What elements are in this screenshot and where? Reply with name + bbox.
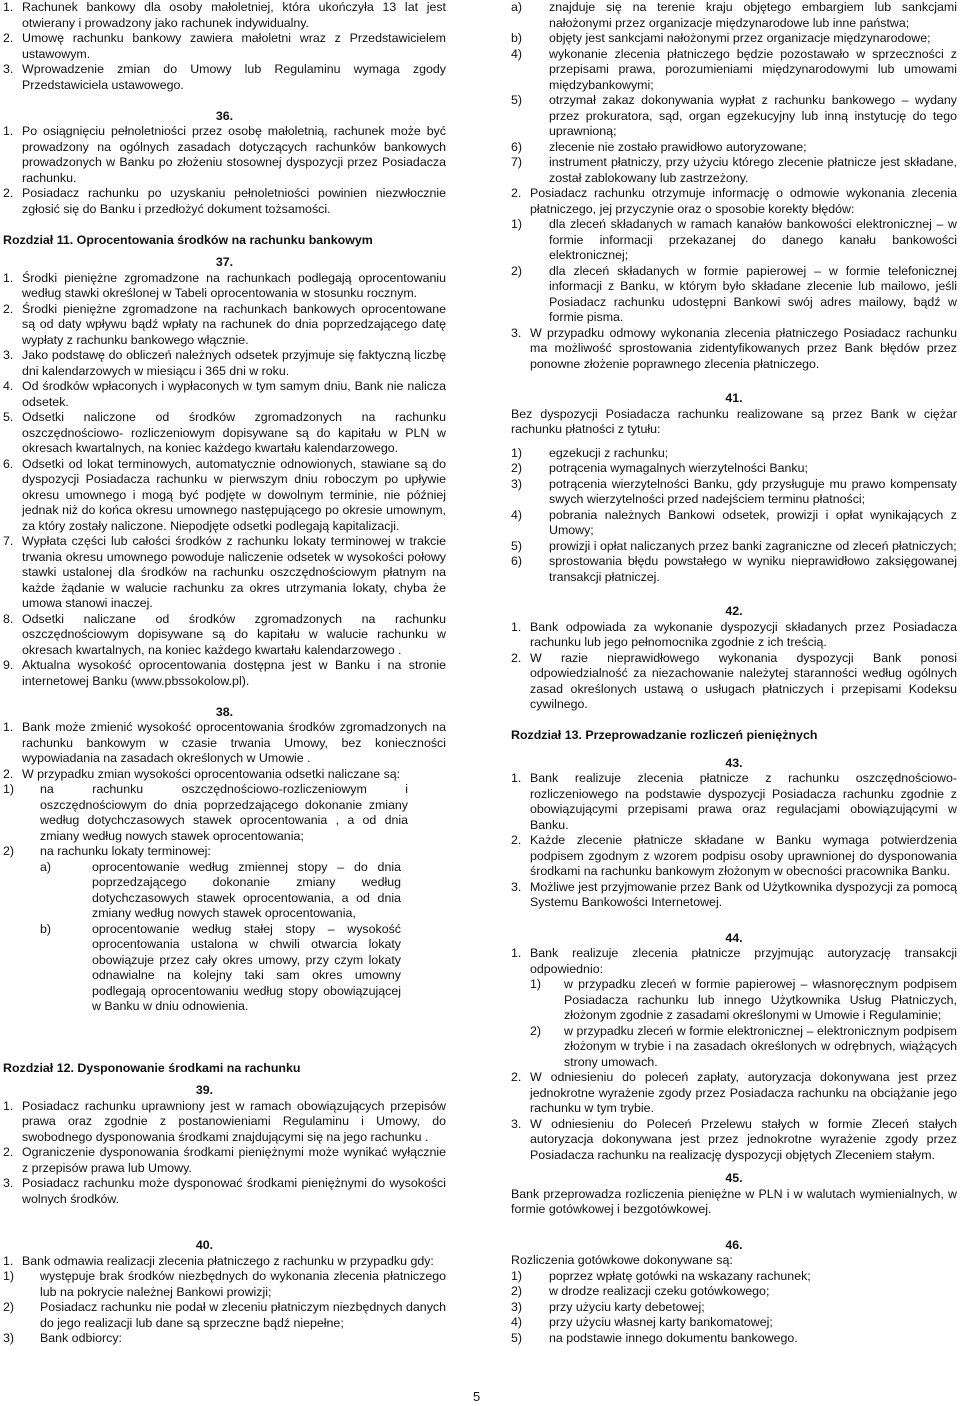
list-item bbox=[511, 508, 957, 539]
list-item bbox=[3, 1254, 446, 1270]
section-46-intro: Rozliczenia gotówkowe dokonywane są: bbox=[511, 1253, 733, 1267]
item-number: 1. bbox=[3, 1253, 14, 1268]
item-number: 1. bbox=[511, 771, 522, 785]
item-text: W przypadku odmowy wykonania zlecenia płatniczego Posiadacz rachunku ma możliwość sprostowania zidentyfikowanych przez Bank błędów przez ponowne złożenie poprawnego zlecenia płatniczego. bbox=[530, 325, 957, 371]
item-text: Posiadacz rachunku po uzyskaniu pełnoletniości powinien niezwłocznie zgłosić się do Banku i przedłożyć dokument tożsamości. bbox=[22, 186, 446, 216]
item-number: 1) bbox=[530, 977, 542, 991]
list-item bbox=[511, 0, 957, 31]
item-number: 4) bbox=[511, 46, 523, 61]
item-text: W przypadku zmian wysokości oprocentowania odsetki naliczane są: bbox=[22, 766, 401, 781]
item-number: 1) bbox=[511, 217, 523, 231]
intro-list bbox=[3, 0, 446, 93]
list-item bbox=[3, 124, 446, 186]
section-40-list bbox=[3, 1254, 446, 1270]
item-number: 5) bbox=[511, 1330, 523, 1345]
section-heading-43: 43. bbox=[725, 755, 743, 770]
list-item bbox=[3, 1300, 446, 1331]
list-item bbox=[511, 1269, 957, 1285]
list-item bbox=[3, 612, 446, 659]
item-text: Środki pieniężne zgromadzone na rachunkach bankowych oprocentowane są od daty wpływu bądź wpłaty na rachunek do dnia poprzedzającego datę wypłaty z rachunku bankowego włącznie. bbox=[22, 301, 446, 347]
section-41-list bbox=[511, 446, 957, 586]
item-number: 2. bbox=[3, 31, 14, 45]
item-text: oprocentowanie według stałej stopy – wysokość oprocentowania ustalona w chwili otwarcia lokaty obowiązuje przez cały okres umowy, przy czym lokaty odnawialne na kolejny taki sam okres umowny podlegają oprocentowaniu według stopy obowiązującej w Banku w dniu odnowienia. bbox=[92, 921, 401, 1013]
section-43-list bbox=[511, 771, 957, 911]
list-item bbox=[3, 186, 446, 217]
list-item bbox=[530, 977, 957, 1024]
section-46-list bbox=[511, 1269, 957, 1347]
list-item bbox=[3, 1099, 446, 1146]
page-number: 5 bbox=[473, 1389, 481, 1404]
item-number: 9. bbox=[3, 658, 14, 672]
item-text: W razie nieprawidłowego wykonania dyspozycji Bank ponosi odpowiedzialność za niezachowanie należytej staranności według ogólnych zasad określonych ustawą o usługach płatniczych i przepisami Kodeksu cywilnego. bbox=[530, 650, 957, 711]
item-number: 1. bbox=[511, 946, 522, 960]
item-text: potrącenia wierzytelności Banku, gdy przysługuje mu prawo kompensaty swych wierzytelności przed nadejściem terminu płatności; bbox=[549, 476, 957, 506]
list-item bbox=[511, 539, 957, 555]
item-text: Odsetki naliczone od środków zgromadzonych na rachunku oszczędnościowo- rozliczeniowym dopisywane są do kapitału w PLN w okresach kwartalnych, na koniec każdego kwartału kalendarzowego. bbox=[22, 410, 446, 455]
item-number: 3. bbox=[511, 325, 522, 340]
list-item bbox=[3, 348, 446, 379]
item-text: Umowę rachunku bankowy zawiera małoletni wraz z Przedstawicielem ustawowym. bbox=[22, 31, 446, 61]
section-40-item-3 bbox=[511, 326, 957, 373]
list-item bbox=[511, 477, 957, 508]
item-number: 4) bbox=[511, 1315, 523, 1329]
section-38-sublist bbox=[3, 782, 446, 860]
list-item bbox=[511, 47, 957, 94]
list-item bbox=[3, 0, 446, 31]
list-item bbox=[3, 844, 446, 860]
item-number: 2) bbox=[511, 461, 523, 475]
list-item bbox=[3, 1269, 446, 1300]
list-item bbox=[511, 620, 957, 651]
list-item bbox=[3, 720, 446, 767]
item-number: 2) bbox=[3, 1300, 15, 1314]
item-text: objęty jest sankcjami nałożonymi przez organizacje międzynarodowe; bbox=[549, 31, 931, 45]
item-number: 6. bbox=[3, 456, 14, 471]
item-text: w drodze realizacji czeku gotówkowego; bbox=[549, 1284, 770, 1298]
item-number: 4. bbox=[3, 379, 14, 393]
item-number: 2. bbox=[3, 766, 14, 781]
section-heading-45: 45. bbox=[725, 1171, 743, 1185]
item-number: 8. bbox=[3, 611, 14, 626]
item-text: Bank realizuje zlecenia płatnicze z rachunku oszczędnościowo-rozliczeniowego na podstawie dyspozycji Posiadacza rachunku zgodnie z obowiązującymi przepisami prawa oraz regulacjami obowiązującymi w Banku. bbox=[530, 771, 957, 832]
section-heading-41: 41. bbox=[725, 391, 743, 405]
item-number: a) bbox=[511, 0, 523, 14]
section-heading-37: 37. bbox=[215, 255, 234, 269]
section-44-subs bbox=[530, 977, 957, 1070]
list-item bbox=[511, 446, 957, 462]
item-number: 3) bbox=[3, 1331, 15, 1345]
item-text: Wprowadzenie zmian do Umowy lub Regulaminu wymaga zgody Przedstawiciela ustawowego. bbox=[22, 62, 446, 92]
item-text: Aktualna wysokość oprocentowania dostępna jest w Banku i na stronie internetowej Banku (www.pbssokolow.pl). bbox=[22, 658, 446, 688]
list-item bbox=[511, 1315, 957, 1331]
item-text: prowizji i opłat naliczanych przez banki zagraniczne od zleceń płatniczych; bbox=[549, 538, 957, 553]
list-item bbox=[40, 860, 446, 922]
item-text: Bank odbiorcy: bbox=[40, 1331, 122, 1345]
list-item bbox=[511, 186, 957, 217]
item-text: zlecenie nie zostało prawidłowo autoryzowane; bbox=[549, 139, 807, 154]
item-number: 1) bbox=[511, 445, 523, 460]
chapter-12-heading: Rozdział 12. Dysponowanie środkami na rachunku bbox=[3, 1060, 301, 1075]
item-text: Wypłata części lub całości środków z rachunku lokaty terminowej w trakcie trwania okresu umownego powoduje naliczenie odsetek w wysokości połowy stawki ustalonej dla środków na rachunku oszczędnościowym płatnym na każde żądanie w walucie rachunku za okres utrzymania lokaty, chyba że umowa stanowi inaczej. bbox=[22, 534, 446, 610]
list-item bbox=[511, 880, 957, 911]
section-heading-36: 36. bbox=[215, 108, 234, 123]
item-number: 3) bbox=[511, 476, 523, 491]
item-text: W odniesieniu do poleceń zapłaty, autoryzacja dokonywana jest przez jednokrotne wyrażenie zgody przez Posiadacza rachunku na obciążanie jego rachunku w tym trybie. bbox=[530, 1070, 957, 1115]
item-number: 5) bbox=[511, 93, 523, 107]
item-text: Od środków wpłaconych i wypłaconych w tym samym dniu, Bank nie nalicza odsetek. bbox=[22, 379, 446, 409]
item-number: 2. bbox=[511, 833, 522, 847]
section-40-item-2-subs bbox=[511, 217, 957, 326]
item-number: 6) bbox=[511, 554, 523, 568]
list-item bbox=[511, 155, 957, 186]
item-text: egzekucji z rachunku; bbox=[549, 445, 669, 460]
list-item bbox=[511, 31, 957, 47]
list-item bbox=[3, 62, 446, 93]
section-36-list bbox=[3, 124, 446, 217]
item-number: 1. bbox=[3, 1098, 14, 1113]
section-37-list bbox=[3, 271, 446, 690]
item-text: Bank może zmienić wysokość oprocentowania środków zgromadzonych na rachunku bankowym w czasie trwania Umowy, bez konieczności wypowiadania na zasadach określonych w Umowie . bbox=[22, 720, 446, 765]
item-text: Bank odpowiada za wykonanie dyspozycji składanych przez Posiadacza rachunku lub jego pełnomocnika zgodnie z ich treścią. bbox=[530, 619, 957, 649]
list-item bbox=[511, 1117, 957, 1164]
item-text: instrument płatniczy, przy użyciu którego zlecenie płatnicze jest składane, został zablokowany lub zastrzeżony. bbox=[549, 155, 957, 185]
list-item bbox=[511, 264, 957, 326]
item-text: potrącenia wymagalnych wierzytelności Banku; bbox=[549, 461, 808, 475]
list-item bbox=[511, 1070, 957, 1117]
item-number: 7) bbox=[511, 155, 523, 169]
item-text: na podstawie innego dokumentu bankowego. bbox=[549, 1330, 798, 1345]
item-text: otrzymał zakaz dokonywania wypłat z rachunku bankowego – wydany przez prokuratora, sąd, organ egzekucyjny lub inną instytucję do tego uprawnioną; bbox=[549, 93, 957, 138]
section-44-list bbox=[511, 1070, 957, 1163]
item-text: na rachunku oszczędnościowo-rozliczeniowym i oszczędnościowym do dnia poprzedzającego dokonanie zmiany według dotychczasowych stawek oprocentowania , a od dnia zmiany według nowych stawek oprocentowania; bbox=[40, 782, 408, 843]
list-item bbox=[40, 922, 446, 1015]
item-text: Posiadacz rachunku otrzymuje informację o odmowie wykonania zlecenia płatniczego, jej przyczynie oraz o sposobie korekty błędów: bbox=[530, 186, 957, 216]
item-number: 1) bbox=[3, 782, 15, 796]
item-number: a) bbox=[40, 859, 52, 874]
section-40-sublist bbox=[3, 1269, 446, 1347]
item-number: 1. bbox=[511, 619, 522, 634]
item-number: 3. bbox=[511, 879, 522, 894]
item-number: 2) bbox=[511, 263, 523, 278]
item-number: 2. bbox=[511, 650, 522, 665]
list-item bbox=[3, 767, 446, 783]
item-number: 2. bbox=[3, 301, 14, 316]
item-number: 1. bbox=[3, 270, 14, 285]
item-number: 3. bbox=[3, 62, 14, 76]
list-item bbox=[511, 140, 957, 156]
item-text: wykonanie zlecenia płatniczego będzie pozostawało w sprzeczności z przepisami prawa, porozumieniami międzynarodowymi lub umowami międzybankowymi; bbox=[549, 46, 957, 92]
chapter-11-heading: Rozdział 11. Oprocentowania środków na rachunku bankowym bbox=[3, 232, 373, 247]
item-number: 2) bbox=[530, 1023, 542, 1038]
list-item bbox=[511, 461, 957, 477]
item-text: występuje brak środków niezbędnych do wykonania zlecenia płatniczego lub na pokrycie należnej Bankowi prowizji; bbox=[40, 1269, 446, 1299]
item-number: 1) bbox=[511, 1268, 523, 1283]
list-item bbox=[3, 271, 446, 302]
section-40-bank-subs bbox=[511, 0, 957, 47]
item-number: 5) bbox=[511, 538, 523, 553]
section-41-intro: Bez dyspozycji Posiadacza rachunku realizowane są przez Bank w ciężar rachunku płatności z tytułu: bbox=[511, 406, 957, 436]
list-item bbox=[511, 1284, 957, 1300]
section-heading-39: 39. bbox=[195, 1083, 214, 1097]
item-text: przy użyciu karty debetowej; bbox=[549, 1299, 705, 1314]
list-item bbox=[3, 1145, 446, 1176]
section-44-item-1 bbox=[511, 946, 957, 977]
item-text: Posiadacz rachunku nie podał w zleceniu płatniczym niezbędnych danych do jego realizacji lub dane są sprzeczne bądź niepełne; bbox=[40, 1300, 446, 1330]
item-text: Bank odmawia realizacji zlecenia płatniczego z rachunku w przypadku gdy: bbox=[22, 1253, 434, 1268]
section-40-item-2 bbox=[511, 186, 957, 217]
item-text: Środki pieniężne zgromadzone na rachunkach podlegają oprocentowaniu według stawki określonej w Tabeli oprocentowania w stosunku rocznym. bbox=[22, 270, 446, 300]
section-heading-42: 42. bbox=[725, 604, 743, 618]
item-number: 7. bbox=[3, 534, 14, 548]
item-number: b) bbox=[40, 921, 52, 936]
section-heading-38: 38. bbox=[215, 704, 234, 719]
item-text: Posiadacz rachunku może dysponować środkami pieniężnymi do wysokości wolnych środków. bbox=[22, 1176, 446, 1206]
left-column bbox=[3, 0, 446, 1347]
item-text: Rachunek bankowy dla osoby małoletniej, która ukończyła 13 lat jest otwierany i prowadzony jako rachunek indywidualny. bbox=[22, 0, 446, 30]
item-text: znajduje się na terenie kraju objętego embargiem lub sankcjami nałożonymi przez organizacje międzynarodowe lub inne państwa; bbox=[549, 0, 957, 30]
item-text: poprzez wpłatę gotówki na wskazany rachunek; bbox=[549, 1268, 811, 1283]
item-text: Po osiągnięciu pełnoletniości przez osobę małoletnią, rachunek może być prowadzony na ogólnych zasadach dotyczących rachunków bankowych prowadzonych w Banku po złożeniu stosownej dyspozycji przez Posiadacza rachunku. bbox=[22, 124, 446, 185]
item-text: dla zleceń składanych w formie papierowej – w formie telefonicznej informacji z Banku, w którym było składane zlecenie lub mailowo, jeśli Posiadacz rachunku udostępni Bankowi swój adres mailowy, bądź w formie pisma. bbox=[549, 263, 957, 324]
item-number: 1) bbox=[3, 1269, 15, 1283]
list-item bbox=[511, 326, 957, 373]
section-42-list bbox=[511, 620, 957, 713]
item-text: Jako podstawę do obliczeń należnych odsetek przyjmuje się faktyczną liczbę dni kalendarzowych w miesiącu i 365 dni w roku. bbox=[22, 348, 446, 378]
item-text: Możliwe jest przyjmowanie przez Bank od Użytkownika dyspozycji za pomocą Systemu Bankowości Internetowej. bbox=[530, 879, 957, 909]
item-number: 1. bbox=[3, 0, 14, 14]
list-item bbox=[511, 833, 957, 880]
section-heading-40: 40. bbox=[195, 1238, 214, 1252]
item-text: pobrania należnych Bankowi odsetek, prowizji i opłat wynikających z Umowy; bbox=[549, 507, 957, 537]
right-column bbox=[511, 0, 957, 1346]
list-item bbox=[511, 1331, 957, 1347]
item-number: 4) bbox=[511, 507, 523, 522]
item-text: dla zleceń składanych w ramach kanałów bankowości elektronicznej – w formie informacji przekazanej do danego kanału bankowości elektronicznej; bbox=[549, 217, 957, 262]
list-item bbox=[3, 658, 446, 689]
item-number: 2) bbox=[3, 844, 15, 858]
item-number: 5. bbox=[3, 410, 14, 424]
section-38-list bbox=[3, 720, 446, 782]
item-text: Odsetki od lokat terminowych, automatycznie odnowionych, stawiane są do dyspozycji Posiadacza rachunku w pierwszym dniu roboczym po upływie okresu umownego i mogą być podjęte w dowolnym terminie, nie później jednak niż do końca okresu umownego następującego po okresie umownym, za który zostały naliczone. Niepodjęte odsetki podlegają kapitalizacji. bbox=[22, 456, 446, 533]
section-heading-44: 44. bbox=[725, 930, 743, 945]
list-item bbox=[3, 782, 446, 844]
item-text: Odsetki naliczane od środków zgromadzonych na rachunku oszczędnościowym dopisywane są do kapitału w walucie rachunku w okresach kwartalnych, na koniec każdego kwartału kalendarzowego . bbox=[22, 611, 446, 657]
list-item bbox=[3, 534, 446, 612]
item-text: w przypadku zleceń w formie papierowej – własnoręcznym podpisem Posiadacza rachunku lub innego Użytkownika Usług Płatniczych, złożonym zgodnie z zasadami określonymi w Umowie i Regulaminie; bbox=[564, 977, 957, 1022]
item-number: 3. bbox=[511, 1116, 522, 1131]
item-number: b) bbox=[511, 31, 523, 45]
item-number: 2. bbox=[511, 1070, 522, 1084]
item-text: sprostowania błędu powstałego w wyniku nieprawidłowo zaksięgowanej transakcji płatniczej. bbox=[549, 554, 957, 584]
list-item bbox=[3, 379, 446, 410]
item-number: 1. bbox=[3, 720, 14, 734]
item-number: 2. bbox=[511, 186, 522, 200]
section-38-subsublist bbox=[40, 860, 446, 1015]
section-40-subs-cont bbox=[511, 47, 957, 187]
list-item bbox=[511, 93, 957, 140]
list-item bbox=[530, 1024, 957, 1071]
item-number: 3. bbox=[3, 348, 14, 362]
item-number: 1. bbox=[3, 124, 14, 138]
item-number: 6) bbox=[511, 139, 523, 154]
list-item bbox=[3, 302, 446, 349]
section-heading-46: 46. bbox=[725, 1237, 743, 1252]
item-number: 2. bbox=[3, 1145, 14, 1159]
item-text: W odniesieniu do Poleceń Przelewu stałych w formie Zleceń stałych autoryzacja dokonywana jest przez jednokrotne wyrażenie zgody przez Posiadacza rachunku na realizację dyspozycji objętych Zleceniem stałym. bbox=[530, 1116, 957, 1162]
item-number: 3) bbox=[511, 1299, 523, 1314]
item-text: w przypadku zleceń w formie elektronicznej – elektronicznym podpisem złożonym w trybie i na zasadach określonych w odrębnych, wiążących strony umowach. bbox=[564, 1023, 957, 1069]
list-item bbox=[511, 771, 957, 833]
list-item bbox=[511, 1300, 957, 1316]
list-item bbox=[3, 410, 446, 457]
section-39-list bbox=[3, 1099, 446, 1208]
list-item bbox=[3, 31, 446, 62]
chapter-13-heading: Rozdział 13. Przeprowadzanie rozliczeń pieniężnych bbox=[511, 728, 818, 742]
item-number: 3. bbox=[3, 1176, 14, 1190]
item-text: Posiadacz rachunku uprawniony jest w ramach obowiązujących przepisów prawa oraz zgodnie z postanowieniami Regulaminu i Umowy, do swobodnego dysponowania środkami znajdującymi się na jego rachunku . bbox=[22, 1098, 446, 1144]
item-text: na rachunku lokaty terminowej: bbox=[40, 844, 211, 858]
list-item bbox=[511, 946, 957, 977]
item-text: przy użyciu własnej karty bankomatowej; bbox=[549, 1315, 773, 1329]
item-text: Każde zlecenie płatnicze składane w Banku wymaga potwierdzenia podpisem zgodnym z wzorem podpisu osoby uprawnionej do dysponowania środkami na rachunku bankowym złożonym w obecności pracownika Banku. bbox=[530, 833, 957, 878]
list-item bbox=[3, 1331, 446, 1347]
list-item bbox=[511, 651, 957, 713]
list-item bbox=[511, 554, 957, 585]
item-text: oprocentowanie według zmiennej stopy – do dnia poprzedzającego dokonanie zmiany według dotychczasowych stawek oprocentowania, a od dnia zmiany według nowych stawek oprocentowania, bbox=[92, 859, 401, 920]
list-item bbox=[3, 1176, 446, 1207]
item-number: 2. bbox=[3, 186, 14, 200]
item-number: 2) bbox=[511, 1284, 523, 1298]
item-text: Ograniczenie dysponowania środkami pieniężnymi może wynikać wyłącznie z przepisów prawa lub Umowy. bbox=[22, 1145, 446, 1175]
list-item bbox=[511, 217, 957, 264]
item-text: Bank realizuje zlecenia płatnicze przyjmując autoryzację transakcji odpowiednio: bbox=[530, 946, 957, 976]
section-45-text: Bank przeprowadza rozliczenia pieniężne w PLN i w walutach wymienialnych, w formie gotówkowej i bezgotówkowej. bbox=[511, 1186, 957, 1216]
list-item bbox=[3, 457, 446, 535]
